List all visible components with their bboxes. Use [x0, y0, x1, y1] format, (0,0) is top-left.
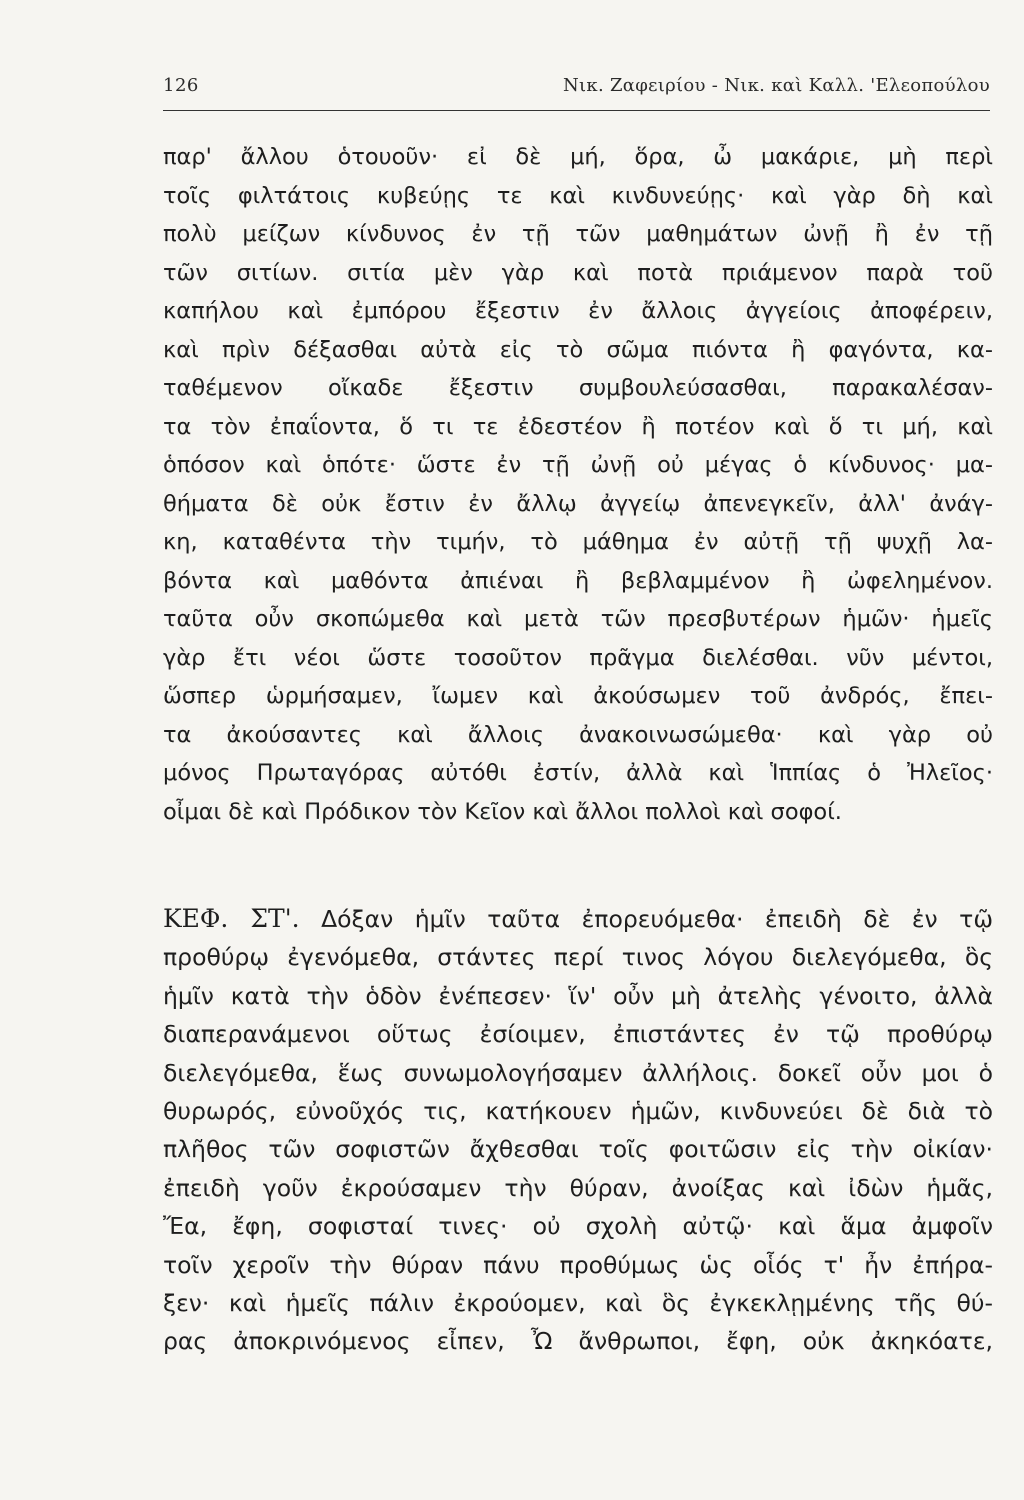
paragraph-1: [163, 138, 993, 831]
text-line: ταθέμενον οἴκαδε ἔξεστιν συμβουλεύσασθαι, παρακαλέσαν-: [163, 375, 993, 401]
page-number: 126: [163, 75, 199, 96]
text-line: θυρωρός, εὐνοῦχός τις, κατήκουεν ἡμῶν, κινδυνεύει δὲ διὰ τὸ: [163, 1096, 993, 1125]
text-line: καὶ πρὶν δέξασθαι αὐτὰ εἰς τὸ σῶμα πιόντα ἢ φαγόντα, κα-: [163, 336, 993, 363]
text-line: Ἔα, ἔφη, σοφισταί τινες· οὐ σχολὴ αὐτῷ· καὶ ἅμα ἀμφοῖν: [163, 1212, 993, 1241]
text-line: προθύρῳ ἐγενόμεθα, στάντες περί τινος λόγου διελεγόμεθα, ὃς: [163, 943, 993, 972]
text-line: διελεγόμεθα, ἕως συνωμολογήσαμεν ἀλλήλοις. δοκεῖ οὖν μοι ὁ: [163, 1058, 993, 1087]
text-line: τα ἀκούσαντες καὶ ἄλλοις ἀνακοινωσώμεθα· καὶ γὰρ οὐ: [163, 721, 993, 748]
running-title: Νικ. Ζαφειρίου - Νικ. καὶ Καλλ. 'Ελεοπούλου: [563, 75, 990, 96]
page-header: [163, 75, 990, 107]
text-line: κη, καταθέντα τὴν τιμήν, τὸ μάθημα ἐν αὐτῇ τῇ ψυχῇ λα-: [163, 529, 993, 555]
text-line: θήματα δὲ οὐκ ἔστιν ἐν ἄλλῳ ἀγγείῳ ἀπενεγκεῖν, ἀλλ' ἀνάγ-: [163, 490, 993, 517]
text-line: παρ' ἄλλου ὁτουοῦν· εἰ δὲ μή, ὅρα, ὦ μακάριε, μὴ περὶ: [163, 144, 993, 170]
paragraph-2: [163, 900, 993, 1361]
header-rule: [163, 110, 990, 111]
text-line: ἡμῖν κατὰ τὴν ὁδὸν ἐνέπεσεν· ἵν' οὖν μὴ ἀτελὴς γένοιτο, ἀλλὰ: [163, 981, 993, 1010]
text-line: διαπερανάμενοι οὕτως ἐσίοιμεν, ἐπιστάντες ἐν τῷ προθύρῳ: [163, 1020, 993, 1049]
text-line: πολὺ μείζων κίνδυνος ἐν τῇ τῶν μαθημάτων ὠνῇ ἢ ἐν τῇ: [163, 221, 993, 247]
text-line: γὰρ ἔτι νέοι ὥστε τοσοῦτον πρᾶγμα διελέσθαι. νῦν μέντοι,: [163, 644, 993, 671]
text-line: ταῦτα οὖν σκοπώμεθα καὶ μετὰ τῶν πρεσβυτέρων ἡμῶν· ἡμεῖς: [163, 606, 993, 632]
text-line: ρας ἀποκρινόμενος εἶπεν, Ὦ ἄνθρωποι, ἔφη, οὐκ ἀκηκόατε,: [163, 1327, 993, 1356]
text-line: ἐπειδὴ γοῦν ἐκρούσαμεν τὴν θύραν, ἀνοίξας καὶ ἰδὼν ἡμᾶς,: [163, 1173, 993, 1202]
text-line: ξεν· καὶ ἡμεῖς πάλιν ἐκρούομεν, καὶ ὃς ἐγκεκλῃμένης τῆς θύ-: [163, 1288, 993, 1317]
text-line: τοῖν χεροῖν τὴν θύραν πάνυ προθύμως ὡς οἷός τ' ἦν ἐπήρα-: [163, 1250, 993, 1279]
text-line: ὥσπερ ὡρμήσαμεν, ἴωμεν καὶ ἀκούσωμεν τοῦ ἀνδρός, ἔπει-: [163, 683, 993, 709]
text-line: τῶν σιτίων. σιτία μὲν γὰρ καὶ ποτὰ πριάμενον παρὰ τοῦ: [163, 259, 993, 286]
text-line: μόνος Πρωταγόρας αὐτόθι ἐστίν, ἀλλὰ καὶ Ἱππίας ὁ Ἠλεῖος·: [163, 760, 993, 786]
text-line: οἶμαι δὲ καὶ Πρόδικον τὸν Κεῖον καὶ ἄλλοι πολλοὶ καὶ σοφοί.: [163, 798, 842, 825]
text-line: ὁπόσον καὶ ὁπότε· ὥστε ἐν τῇ ὠνῇ οὐ μέγας ὁ κίνδυνος· μα-: [163, 452, 993, 478]
text-line: πλῆθος τῶν σοφιστῶν ἄχθεσθαι τοῖς φοιτῶσιν εἰς τὴν οἰκίαν·: [163, 1135, 993, 1164]
text-line: βόντα καὶ μαθόντα ἀπιέναι ἢ βεβλαμμένον ἢ ὠφελημένον.: [163, 567, 993, 594]
text-line: τοῖς φιλτάτοις κυβεύῃς τε καὶ κινδυνεύῃς· καὶ γὰρ δὴ καὶ: [163, 182, 993, 209]
text-line-rest: Δόξαν ἡμῖν ταῦτα ἐπορευόμεθα· ἐπειδὴ δὲ ἐν τῷ: [321, 905, 993, 933]
chapter-heading: ΚΕΦ. ΣΤ'.: [163, 904, 300, 933]
chapter-first-line: [163, 900, 993, 938]
text-line: καπήλου καὶ ἐμπόρου ἔξεστιν ἐν ἄλλοις ἀγγείοις ἀποφέρειν,: [163, 298, 993, 324]
text-line: τα τὸν ἐπαΐοντα, ὅ τι τε ἐδεστέον ἢ ποτέον καὶ ὅ τι μή, καὶ: [163, 413, 993, 440]
